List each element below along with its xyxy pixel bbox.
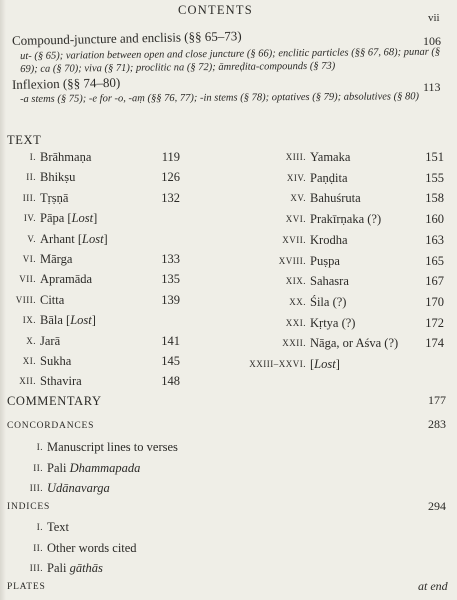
list-item-name: Brāhmaṇa <box>40 150 92 164</box>
roman-numeral: VIII. <box>15 294 36 305</box>
plates-page: at end <box>418 579 448 593</box>
roman-numeral: IV. <box>23 213 36 224</box>
list-item-page: 167 <box>425 274 444 289</box>
roman-numeral: VI. <box>22 254 36 264</box>
roman-numeral: I. <box>36 442 43 452</box>
list-item-page: 170 <box>425 294 444 309</box>
roman-numeral: I. <box>29 152 36 162</box>
list-item-page: 174 <box>425 336 444 351</box>
roman-numeral: XII. <box>19 376 36 387</box>
list-item-name: Sthavira <box>40 374 82 389</box>
toc-entry-title: Inflexion (§§ 74–80) <box>11 74 121 92</box>
list-item-page: 165 <box>425 253 444 268</box>
list-item-name: Sukha <box>40 354 72 368</box>
roman-numeral: XVII. <box>282 234 306 245</box>
list-item-name: Pāpa [Lost] <box>40 211 98 226</box>
roman-numeral: XXIII–XXVI. <box>249 359 306 369</box>
indices-page: 294 <box>428 499 446 513</box>
section-heading-indices: INDICES <box>7 502 51 512</box>
list-item-name: Mārga <box>40 252 73 266</box>
roman-numeral: XIV. <box>286 172 306 183</box>
roman-numeral: II. <box>26 172 36 183</box>
section-heading-plates: PLATES <box>7 582 46 592</box>
section-heading-commentary: COMMENTARY <box>7 394 102 408</box>
list-item-name: Pali gāthās <box>47 561 103 575</box>
section-heading-concordances: CONCORDANCES <box>7 421 95 431</box>
roman-numeral: III. <box>22 192 36 203</box>
roman-numeral: XV. <box>290 193 306 204</box>
list-item-page: 160 <box>425 212 444 227</box>
list-item-name: Bāla [Lost] <box>40 313 96 328</box>
roman-numeral: XIII. <box>285 152 306 162</box>
list-item-name: Tṛṣṇā <box>40 190 69 205</box>
roman-numeral: IX. <box>22 315 36 326</box>
roman-numeral: II. <box>33 462 43 473</box>
list-item-name: Sahasra <box>310 274 349 289</box>
list-item-name: Śila (?) <box>310 294 347 309</box>
list-item-page: 163 <box>425 232 444 247</box>
roman-numeral: V. <box>27 233 36 244</box>
roman-numeral: XVI. <box>285 214 306 225</box>
toc-entry-subtopics: ut- (§ 65); variation between open and close juncture (§ 66); enclitic particles (§§ 67, 68); punar (§ 69); ca (§ 70); viva (§ 71); proclitic na (§ 72); āmreḍita-compounds (§ 73) <box>20 46 441 75</box>
roman-numeral: III. <box>29 483 43 493</box>
list-item-page: 155 <box>425 170 444 185</box>
list-item-page: 135 <box>161 272 180 287</box>
list-item-name: Citta <box>40 292 65 307</box>
list-item-page: 126 <box>161 170 180 185</box>
roman-numeral: III. <box>29 563 43 573</box>
list-item-name: Manuscript lines to verses <box>47 440 178 454</box>
list-item-name: Other words cited <box>47 540 137 555</box>
roman-numeral: II. <box>33 542 43 553</box>
list-item-page: 148 <box>161 374 180 389</box>
list-item-name: Jarā <box>40 333 61 348</box>
list-item-page: 119 <box>161 150 180 164</box>
toc-entry-subtopics: -a stems (§ 75); -e for -o, -aṃ (§§ 76, 77); -in stems (§ 78); optatives (§ 79); absolutives (§ 80) <box>20 91 419 105</box>
list-item-name: Pali Dhammapada <box>47 460 141 475</box>
list-item-name: Text <box>47 520 70 534</box>
toc-entry-page: 106 <box>423 34 441 48</box>
roman-numeral: XIX. <box>285 276 306 287</box>
toc-entry-page: 113 <box>423 80 441 94</box>
roman-numeral: I. <box>36 522 43 532</box>
roman-numeral: XXII. <box>282 338 306 349</box>
list-item-page: 141 <box>161 333 180 348</box>
list-item-page: 158 <box>425 191 444 206</box>
list-item-page: 151 <box>425 150 444 164</box>
list-item-name: Bhikṣu <box>40 170 76 185</box>
list-item-page: 172 <box>425 315 444 330</box>
list-item-name: Apramāda <box>40 272 93 287</box>
section-heading-text: TEXT <box>7 133 42 147</box>
roman-numeral: XVIII. <box>278 255 306 266</box>
roman-numeral: XX. <box>289 296 306 307</box>
page-number: vii <box>428 12 440 24</box>
roman-numeral: X. <box>26 335 36 346</box>
roman-numeral: XI. <box>22 356 36 366</box>
list-item-name: Prakīrṇaka (?) <box>310 212 382 227</box>
commentary-page: 177 <box>428 393 446 407</box>
list-item-name: Arhant [Lost] <box>40 231 108 246</box>
page-title: CONTENTS <box>178 3 253 17</box>
list-item-page: 132 <box>161 190 180 205</box>
roman-numeral: XXI. <box>285 317 306 328</box>
list-item-name: [Lost] <box>310 357 340 371</box>
list-item-name: Kṛtya (?) <box>310 315 356 330</box>
toc-entry-title: Compound-juncture and enclisis (§§ 65–73) <box>11 28 242 48</box>
list-item-page: 145 <box>161 354 180 368</box>
list-item-name: Udānavarga <box>47 481 110 495</box>
concordances-page: 283 <box>428 417 446 431</box>
list-item-name: Krodha <box>310 232 348 247</box>
list-item-name: Puṣpa <box>310 253 340 268</box>
list-item-name: Nāga, or Aśva (?) <box>310 336 399 351</box>
list-item-name: Yamaka <box>310 150 351 164</box>
list-item-name: Bahuśruta <box>310 191 361 206</box>
roman-numeral: VII. <box>19 274 36 285</box>
list-item-page: 133 <box>161 252 180 266</box>
list-item-name: Paṇḍita <box>310 170 348 185</box>
list-item-page: 139 <box>161 292 180 307</box>
